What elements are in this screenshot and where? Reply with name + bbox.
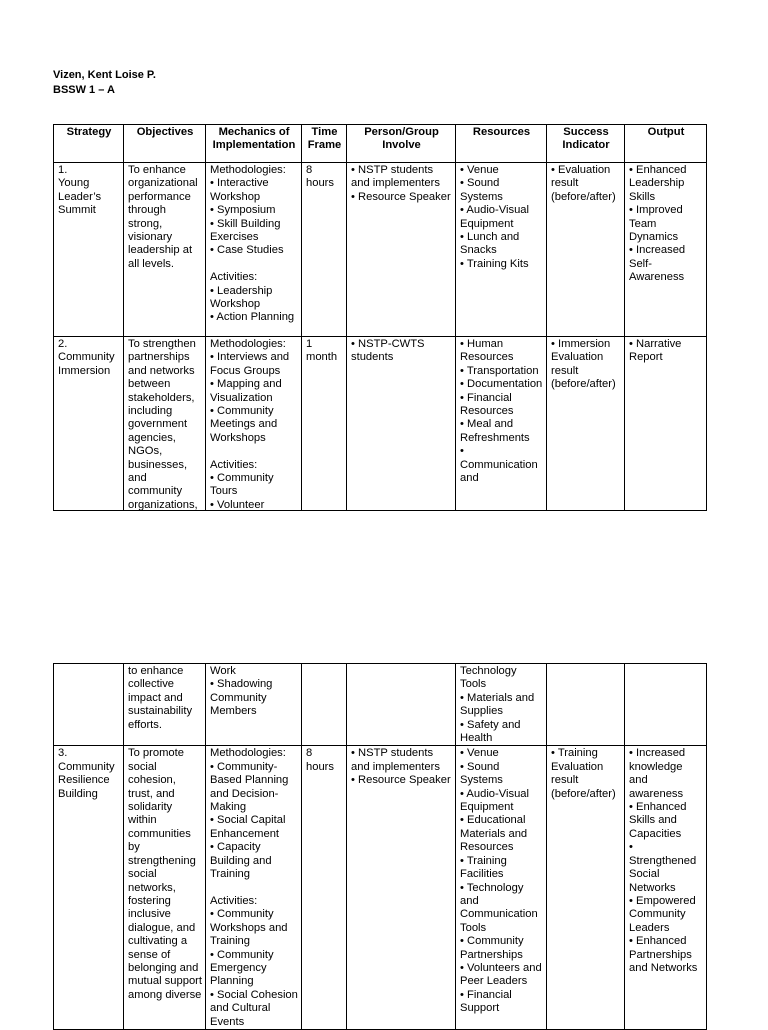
cell-success-indicator: • Evaluation result (before/after): [547, 163, 625, 337]
table-row: [54, 746, 707, 1030]
cell-persons: [347, 664, 456, 746]
table-row: [54, 337, 707, 511]
cell-output: [625, 664, 707, 746]
cell-mechanics: Methodologies: • Interviews and Focus Groups • Mapping and Visualization • Community Meetings and Workshops Activities: • Community Tours • Volunteer: [206, 337, 302, 511]
document-header: [53, 68, 156, 98]
header-time-frame: Time Frame: [302, 125, 347, 163]
cell-mechanics: Methodologies: • Interactive Workshop • Symposium • Skill Building Exercises • Case Studies Activities: • Leadership Workshop • Action Planning: [206, 163, 302, 337]
cell-persons: • NSTP students and implementers • Resource Speaker: [347, 746, 456, 1030]
header-output: Output: [625, 125, 707, 163]
cell-objectives: To strengthen partnerships and networks between stakeholders, including government agencies, NGOs, businesses, and community organizations,: [124, 337, 206, 511]
cell-objectives: To enhance organizational performance through strong, visionary leadership at all levels.: [124, 163, 206, 337]
cell-objectives: To promote social cohesion, trust, and solidarity within communities by strengthening social networks, fostering inclusive dialogue, and cultivating a sense of belonging and mutual support among diverse: [124, 746, 206, 1030]
cell-resources: Technology Tools • Materials and Supplies • Safety and Health: [456, 664, 547, 746]
header-objectives: Objectives: [124, 125, 206, 163]
cell-strategy: 2. Community Immersion: [54, 337, 124, 511]
cell-persons: • NSTP students and implementers • Resource Speaker: [347, 163, 456, 337]
cell-output: • Enhanced Leadership Skills • Improved Team Dynamics • Increased Self-Awareness: [625, 163, 707, 337]
cell-output: • Increased knowledge and awareness • Enhanced Skills and Capacities • Strengthened Social Networks • Empowered Community Leaders • Enhanced Partnerships and Networks: [625, 746, 707, 1030]
table-row: [54, 163, 707, 337]
cell-resources: • Venue • Sound Systems • Audio-Visual Equipment • Educational Materials and Resources • Training Facilities • Technology and Communication Tools • Community Partnerships • Volunteers and Peer Leaders • Financial Support: [456, 746, 547, 1030]
cell-strategy: 1. Young Leader’s Summit: [54, 163, 124, 337]
cell-success-indicator: • Immersion Evaluation result (before/after): [547, 337, 625, 511]
cell-time-frame: [302, 664, 347, 746]
header-mechanics: Mechanics of Implementation: [206, 125, 302, 163]
cell-mechanics: Methodologies: • Community-Based Planning and Decision-Making • Social Capital Enhancement • Capacity Building and Training Activities: • Community Workshops and Training • Community Emergency Planning • Social Cohesion and Cultural Events: [206, 746, 302, 1030]
student-section: BSSW 1 – A: [53, 84, 115, 96]
cell-success-indicator: [547, 664, 625, 746]
cell-objectives: to enhance collective impact and sustainability efforts.: [124, 664, 206, 746]
header-persons: Person/Group Involve: [347, 125, 456, 163]
table-header-row: [54, 125, 707, 163]
cell-resources: • Venue • Sound Systems • Audio-Visual Equipment • Lunch and Snacks • Training Kits: [456, 163, 547, 337]
strategy-table-page-1: [53, 124, 707, 511]
cell-time-frame: 1 month: [302, 337, 347, 511]
cell-success-indicator: • Training Evaluation result (before/after): [547, 746, 625, 1030]
student-name: Vizen, Kent Loise P.: [53, 69, 156, 81]
header-resources: Resources: [456, 125, 547, 163]
cell-time-frame: 8 hours: [302, 746, 347, 1030]
cell-strategy: [54, 664, 124, 746]
cell-strategy: 3. Community Resilience Building: [54, 746, 124, 1030]
header-success-indicator: Success Indicator: [547, 125, 625, 163]
strategy-table-page-2: [53, 663, 707, 1030]
header-strategy: Strategy: [54, 125, 124, 163]
cell-resources: • Human Resources • Transportation • Documentation • Financial Resources • Meal and Refreshments • Communication and: [456, 337, 547, 511]
cell-time-frame: 8 hours: [302, 163, 347, 337]
cell-output: • Narrative Report: [625, 337, 707, 511]
table-row: [54, 664, 707, 746]
cell-mechanics: Work • Shadowing Community Members: [206, 664, 302, 746]
cell-persons: • NSTP-CWTS students: [347, 337, 456, 511]
